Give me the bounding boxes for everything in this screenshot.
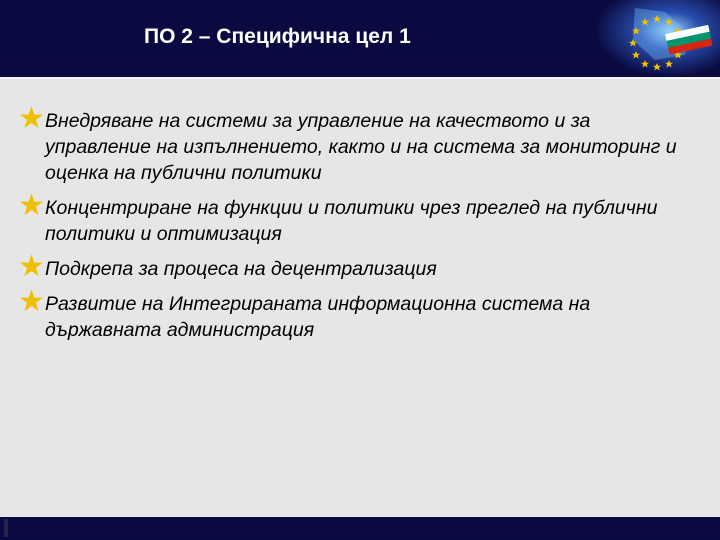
star-icon: ★ [18, 102, 45, 135]
star-icon: ★ [18, 189, 45, 222]
bullet-list [18, 102, 678, 352]
star-icon: ★ [18, 285, 45, 318]
footer-marker [4, 519, 8, 537]
slide-title: ПО 2 – Специфична цел 1 [144, 25, 411, 48]
bullet-item [18, 189, 678, 247]
bullet-text: Внедряване на системи за управление на качеството и за управление на изпълнението, както и на система за мониторинг и оценка на публични политики [45, 110, 677, 184]
footer-bar [0, 517, 720, 540]
bullet-item [18, 250, 678, 283]
bullet-item [18, 285, 678, 343]
eu-stars-bulgarian-flag-icon [595, 0, 720, 77]
bullet-text: Развитие на Интегрираната информационна система на държавната администрация [45, 293, 591, 341]
header-divider [0, 77, 720, 79]
bullet-item [18, 102, 678, 186]
header-bar [0, 0, 720, 77]
bullet-text: Подкрепа за процеса на децентрализация [45, 258, 437, 280]
star-icon: ★ [18, 250, 45, 283]
bullet-text: Концентриране на функции и политики чрез преглед на публични политики и оптимизация [45, 197, 658, 245]
